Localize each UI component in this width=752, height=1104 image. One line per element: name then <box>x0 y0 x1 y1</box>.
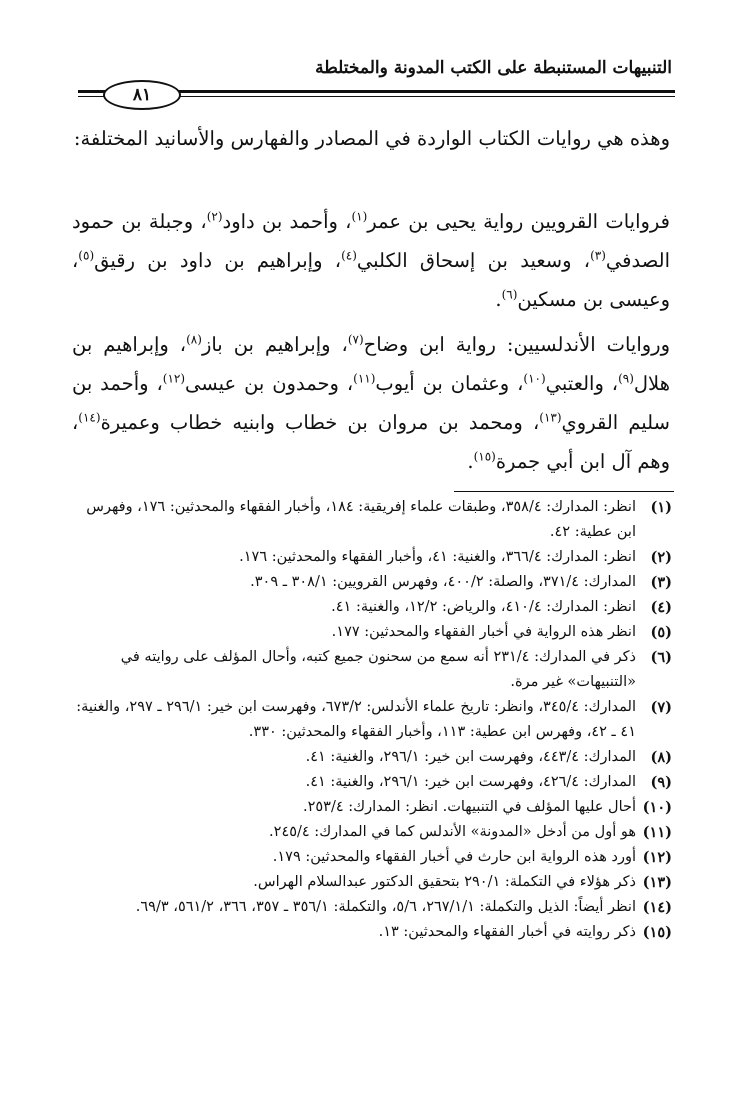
footnote-ref: (١٥) <box>473 449 496 464</box>
footnote-number: (٩) <box>650 774 672 791</box>
footnote-number: (١٥) <box>642 924 672 941</box>
footnote-10 <box>72 795 672 820</box>
text-run: . <box>467 450 474 473</box>
intro-paragraph: وهذه هي روايات الكتاب الواردة في المصادر والفهارس والأسانيد المختلفة: <box>73 127 670 150</box>
footnote-text: هو أول من أدخل «المدونة» الأندلس كما في المدارك: ٢٤٥/٤. <box>269 824 636 840</box>
footnote-text: أحال عليها المؤلف في التنبيهات. انظر: المدارك: ٢٥٣/٤. <box>302 799 636 815</box>
footnote-ref: (١٣) <box>539 410 562 425</box>
footnote-text: أورد هذه الرواية ابن حارث في أخبار الفقهاء والمحدثين: ١٧٩. <box>272 849 636 865</box>
footnote-number: (٧) <box>650 699 672 716</box>
page-number: ٨١ <box>103 80 181 110</box>
text-run: ، وعيسى بن مسكين <box>72 249 670 311</box>
text-run: ، وعثمان بن أيوب <box>375 372 524 395</box>
text-run: وروايات الأندلسيين: رواية ابن وضاح <box>363 333 670 356</box>
footnote-separator <box>454 491 674 492</box>
text-run: ، وسعيد بن إسحاق الكلبي <box>356 249 591 272</box>
footnote-7 <box>72 695 672 745</box>
footnote-15 <box>72 920 672 945</box>
footnote-text: ذكر روايته في أخبار الفقهاء والمحدثين: ١٣. <box>378 924 636 940</box>
footnote-number: (٤) <box>650 599 672 616</box>
text-run: ، وأحمد بن سليم القروي <box>72 372 670 434</box>
qarawiyyin-paragraph <box>72 202 670 319</box>
footnote-6 <box>72 645 672 695</box>
footnote-12 <box>72 845 672 870</box>
footnote-number: (١٠) <box>642 799 672 816</box>
footnotes-list <box>72 495 672 945</box>
footnote-ref: (٣) <box>590 248 606 263</box>
footnote-ref: (٦) <box>501 287 518 302</box>
footnote-ref: (٢) <box>206 209 223 224</box>
text-run: فروايات القرويين رواية يحيى بن عمر <box>367 210 670 233</box>
footnote-14 <box>72 895 672 920</box>
footnote-ref: (٥) <box>78 248 95 263</box>
text-run: ، وحمدون بن عيسى <box>185 372 354 395</box>
text-run: ، وإبراهيم بن هلال <box>72 333 670 395</box>
andalus-paragraph <box>72 325 670 481</box>
footnote-ref: (٨) <box>186 332 202 347</box>
footnote-ref: (١) <box>351 209 368 224</box>
footnote-text: المدارك: ٣٤٥/٤، وانظر: تاريخ علماء الأندلس: ٦٧٣/٢، وفهرست ابن خير: ٢٩٦/١ ـ ٢٩٧، والغنية: ٤١ ـ ٤٢، وفهرس ابن عطية: ١١٣، وأخبار الفقهاء والمحدثين: ٣٣٠. <box>76 699 636 740</box>
footnote-text: المدارك: ٤٤٣/٤، وفهرست ابن خير: ٢٩٦/١، والغنية: ٤١. <box>305 749 636 765</box>
footnote-text: ذكر هؤلاء في التكملة: ٢٩٠/١ بتحقيق الدكتور عبدالسلام الهراس. <box>253 874 636 890</box>
footnote-ref: (٩) <box>618 371 634 386</box>
footnote-number: (٦) <box>650 649 672 666</box>
footnote-13 <box>72 870 672 895</box>
footnote-number: (٨) <box>650 749 672 766</box>
text-run: ، وإبراهيم بن داود بن رقيق <box>94 249 342 272</box>
footnote-text: انظر هذه الرواية في أخبار الفقهاء والمحدثين: ١٧٧. <box>331 624 636 640</box>
footnote-number: (١٣) <box>642 874 672 891</box>
footnote-1 <box>72 495 672 545</box>
footnote-ref: (٧) <box>347 332 364 347</box>
text-run: ، والعتبي <box>545 372 619 395</box>
running-title: التنبيهات المستنبطة على الكتب المدونة والمختلطة <box>315 58 672 78</box>
footnote-3 <box>72 570 672 595</box>
footnote-ref: (٤) <box>341 248 357 263</box>
text-run: . <box>495 288 502 311</box>
text-run: ، وهم آل ابن أبي جمرة <box>72 411 670 473</box>
text-run: ، وجبلة بن حمود الصدفي <box>72 210 670 272</box>
footnote-ref: (١٤) <box>78 410 101 425</box>
footnote-text: المدارك: ٣٧١/٤، والصلة: ٤٠٠/٢، وفهرس القرويين: ٣٠٨/١ ـ ٣٠٩. <box>250 574 636 590</box>
text-run: ، وأحمد بن داود <box>222 210 352 233</box>
footnote-number: (١) <box>650 499 672 516</box>
footnote-number: (٣) <box>650 574 672 591</box>
footnote-11 <box>72 820 672 845</box>
footnote-ref: (١٢) <box>162 371 186 386</box>
footnote-5 <box>72 620 672 645</box>
footnote-8 <box>72 745 672 770</box>
text-run: ، وإبراهيم بن باز <box>201 333 348 356</box>
footnote-text: المدارك: ٤٢٦/٤، وفهرست ابن خير: ٢٩٦/١، والغنية: ٤١. <box>305 774 636 790</box>
footnote-text: انظر: المدارك: ٤١٠/٤، والرياض: ١٢/٢، والغنية: ٤١. <box>331 599 636 615</box>
footnote-number: (١٢) <box>642 849 672 866</box>
footnote-2 <box>72 545 672 570</box>
footnote-ref: (١٠) <box>523 371 546 386</box>
footnote-number: (٥) <box>650 624 672 641</box>
footnote-text: انظر: المدارك: ٣٥٨/٤، وطبقات علماء إفريقية: ١٨٤، وأخبار الفقهاء والمحدثين: ١٧٦، وفهرس ابن عطية: ٤٢. <box>86 499 636 540</box>
footnote-ref: (١١) <box>353 371 376 386</box>
footnote-4 <box>72 595 672 620</box>
footnote-number: (١١) <box>642 824 672 841</box>
footnote-text: انظر أيضاً: الذيل والتكملة: ٢٦٧/١/١، ٥/٦، والتكملة: ٣٥٦/١ ـ ٣٥٧، ٣٦٦، ٥٦١/٢، ٦٩/٣. <box>135 899 636 915</box>
footnote-9 <box>72 770 672 795</box>
footnote-text: ذكر في المدارك: ٢٣١/٤ أنه سمع من سحنون جميع كتبه، وأحال المؤلف على روايته في «التنبيهات» غير مرة. <box>120 649 636 690</box>
footnote-number: (١٤) <box>642 899 672 916</box>
text-run: ، ومحمد بن مروان بن خطاب وابنيه خطاب وعميرة <box>100 411 540 434</box>
footnote-number: (٢) <box>650 549 672 566</box>
footnote-text: انظر: المدارك: ٣٦٦/٤، والغنية: ٤١، وأخبار الفقهاء والمحدثين: ١٧٦. <box>239 549 636 565</box>
